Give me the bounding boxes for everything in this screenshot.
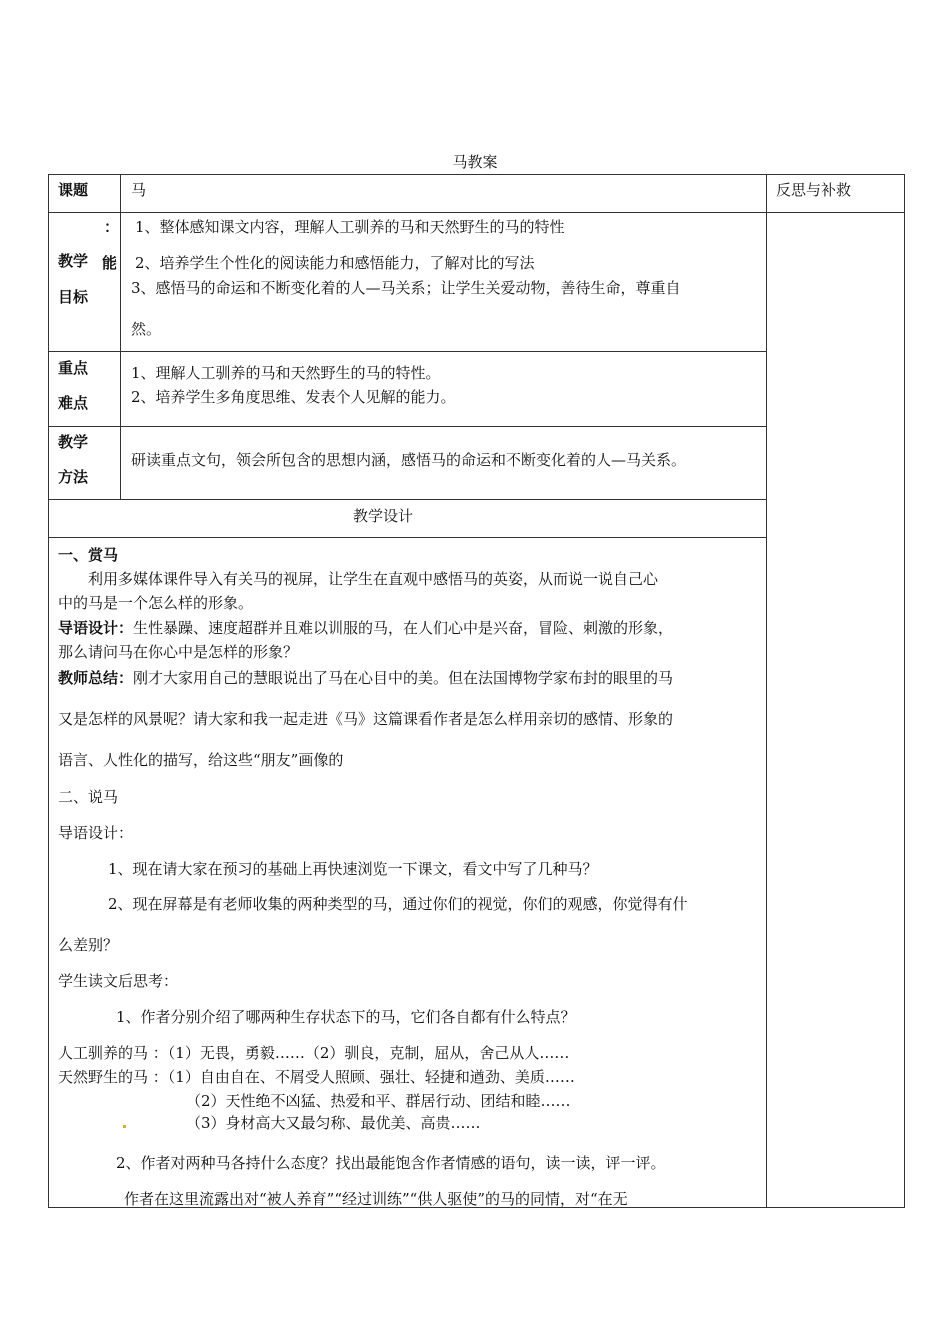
tame-horse-line xyxy=(58,1042,569,1063)
design-title: 教学设计 xyxy=(352,507,413,525)
think-question-2: 2、作者对两种马各持什么态度？找出最能饱含作者情感的语句，读一读，评一评。 xyxy=(116,1154,666,1172)
tame-horse-traits: （1）无畏，勇毅……（2）驯良，克制，屈从，舍己从人…… xyxy=(167,1044,570,1062)
key-item-1: 1、理解人工驯养的马和天然野生的马的特性。 xyxy=(131,364,441,382)
key-label: 重点 xyxy=(58,359,89,377)
divider xyxy=(48,351,766,352)
scan-mark xyxy=(123,1125,126,1128)
s2-question-2-cont: 么差别？ xyxy=(58,936,119,954)
think-heading: 学生读文后思考： xyxy=(58,972,179,990)
goal-item-1: 1、整体感知课文内容，理解人工驯养的马和天然野生的马的特性 xyxy=(135,218,565,236)
key-item-2: 2、培养学生多角度思维、发表个人见解的能力。 xyxy=(131,388,456,406)
goals-label-3: 目标 xyxy=(58,288,89,306)
topic-label: 课题 xyxy=(58,181,89,199)
method-text: 研读重点文句，领会所包含的思想内涵，感悟马的命运和不断变化着的人—马关系。 xyxy=(131,451,687,469)
goal-item-2: 2、培养学生个性化的阅读能力和感悟能力，了解对比的写法 xyxy=(135,254,535,272)
summary-text: 刚才大家用自己的慧眼说出了马在心目中的美。但在法国博物学家布封的眼里的马 xyxy=(133,669,674,687)
think-question-1: 1、作者分别介绍了哪两种生存状态下的马，它们各自都有什么特点？ xyxy=(116,1008,576,1026)
s2-guide: 导语设计： xyxy=(58,824,134,842)
last-line: 作者在这里流露出对“被人养育”“经过训练”“供人驱使”的马的同情，对“在无 xyxy=(124,1190,628,1208)
guide-line-cont: 那么请问马在你心中是怎样的形象？ xyxy=(58,643,299,661)
summary-line-3: 语言、人性化的描写，给这些“朋友”画像的 xyxy=(58,751,344,769)
s2-question-2: 2、现在屏幕是有老师收集的两种类型的马，通过你们的视觉，你们的观感，你觉得有什 xyxy=(108,895,688,913)
divider xyxy=(120,174,121,499)
document-title: 马教案 xyxy=(452,153,498,171)
key-label-2: 难点 xyxy=(58,394,89,412)
goals-colon: ： xyxy=(104,218,120,236)
wild-horse-traits-1: （1）自由自在、不屑受人照顾、强壮、轻捷和遒劲、美质…… xyxy=(167,1068,575,1086)
tame-horse-label: 人工驯养的马 ： xyxy=(58,1044,168,1062)
goal-item-3: 3、感悟马的命运和不断变化着的人—马关系；让学生关爱动物，善待生命，尊重自 xyxy=(131,279,681,297)
goals-label-2: 能 xyxy=(102,254,118,272)
summary-line xyxy=(58,667,673,688)
goals-label: 教学 xyxy=(58,252,89,270)
reflection-header: 反思与补救 xyxy=(776,181,852,199)
s1-paragraph: 利用多媒体课件导入有关马的视屏，让学生在直观中感悟马的英姿，从而说一说自己心 xyxy=(88,570,659,588)
s2-question-1: 1、现在请大家在预习的基础上再快速浏览一下课文，看文中写了几种马？ xyxy=(108,860,598,878)
method-label-2: 方法 xyxy=(58,468,89,486)
divider xyxy=(48,537,766,538)
goal-item-3-cont: 然。 xyxy=(131,320,162,338)
section-2-heading: 二、说马 xyxy=(58,788,119,806)
method-label: 教学 xyxy=(58,433,89,451)
s1-paragraph-cont: 中的马是一个怎么样的形象。 xyxy=(58,594,254,612)
wild-horse-traits-2: （2）天性绝不凶猛、热爱和平、群居行动、团结和睦…… xyxy=(186,1092,571,1110)
section-1-heading: 一、赏马 xyxy=(58,546,119,564)
guide-label: 导语设计： xyxy=(58,619,134,637)
guide-text: 生性暴躁、速度超群并且难以训服的马，在人们心中是兴奋，冒险、刺激的形象， xyxy=(133,619,674,637)
summary-line-2: 又是怎样的风景呢？请大家和我一起走进《马》这篇课看作者是怎么样用亲切的感情、形象的 xyxy=(58,710,674,728)
guide-line xyxy=(58,617,673,638)
divider xyxy=(766,174,767,1208)
summary-label: 教师总结： xyxy=(58,669,134,687)
topic-value: 马 xyxy=(131,181,147,199)
wild-horse-traits-3: （3）身材高大又最匀称、最优美、高贵…… xyxy=(186,1114,481,1132)
divider xyxy=(48,212,905,213)
divider xyxy=(48,426,766,427)
wild-horse-line xyxy=(58,1066,575,1087)
wild-horse-label: 天然野生的马 ： xyxy=(58,1068,168,1086)
divider xyxy=(48,499,766,500)
